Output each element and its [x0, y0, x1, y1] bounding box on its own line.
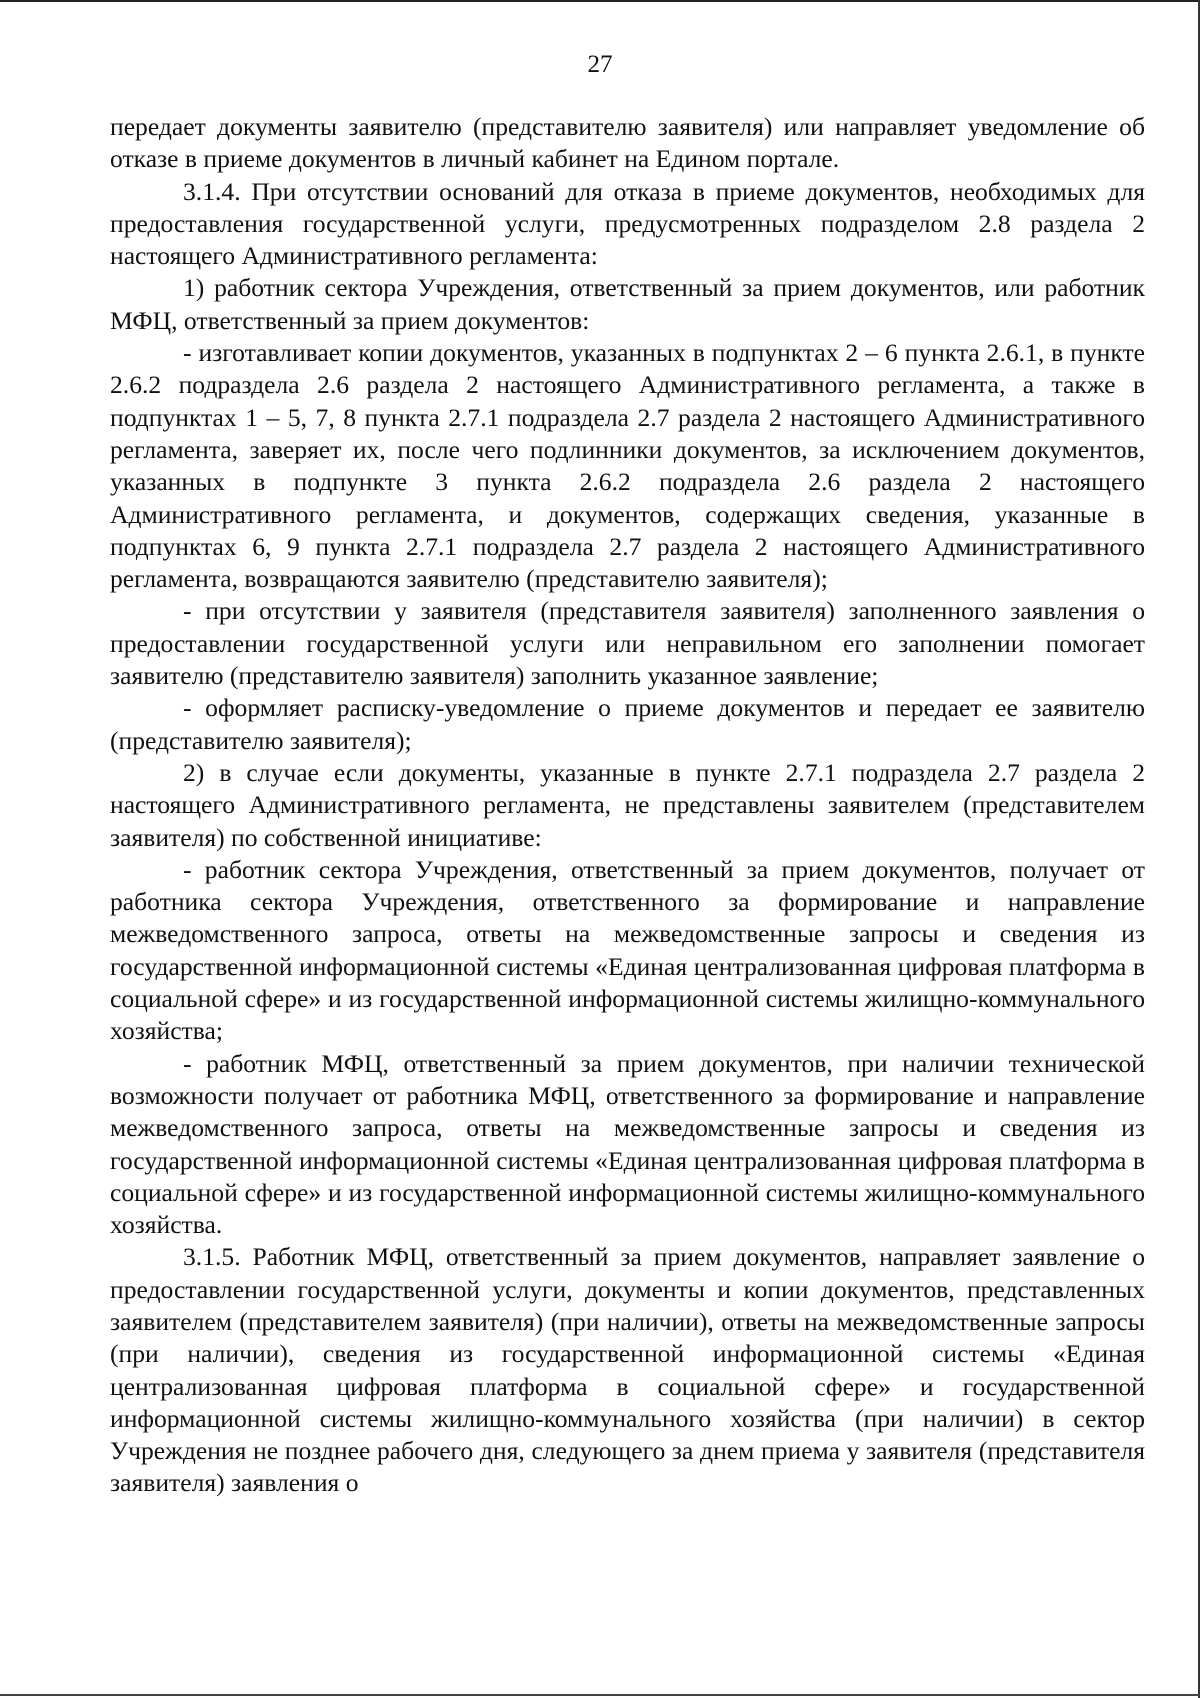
paragraph-receipt: - оформляет расписку-уведомление о приеме документов и передает ее заявителю (представителю заявителя);	[110, 693, 1145, 755]
paragraph-mfc-worker: - работник МФЦ, ответственный за прием документов, при наличии технической возможности получает от работника МФЦ, ответственного за формирование и направление межведомственного запроса, ответы на межведомственные запросы и сведения из государственной информационной системы «Единая централизованная цифровая платформа в социальной сфере» и из государственной информационной системы жилищно-коммунального хозяйства.	[110, 1048, 1145, 1240]
paragraph-fill-application: - при отсутствии у заявителя (представителя заявителя) заполненного заявления о предоставлении государственной услуги или неправильном его заполнении помогает заявителю (представителю заявителя) заполнить указанное заявление;	[110, 596, 1145, 691]
scan-edge-bottom	[0, 1694, 1200, 1696]
paragraph-item-1: 1) работник сектора Учреждения, ответственный за прием документов, или работник МФЦ, ответственный за прием документов:	[110, 273, 1145, 335]
paragraph-item-2: 2) в случае если документы, указанные в пункте 2.7.1 подраздела 2.7 раздела 2 настоящего Административного регламента, не представлены заявителем (представителем заявителя) по собственной инициативе:	[110, 757, 1145, 852]
paragraph-copies: - изготавливает копии документов, указанных в подпунктах 2 – 6 пункта 2.6.1, в пункте 2.6.2 подраздела 2.6 раздела 2 настоящего Административного регламента, а также в подпунктах 1 – 5, 7, 8 пункта 2.7.1 подраздела 2.7 раздела 2 настоящего Административного регламента, заверяет их, после чего подлинники документов, за исключением документов, указанных в подпункте 3 пункта 2.6.2 подраздела 2.6 раздела 2 настоящего Административного регламента, и документов, содержащих сведения, указанные в подпунктах 6, 9 пункта 2.7.1 подраздела 2.7 раздела 2 настоящего Административного регламента, возвращаются заявителю (представителю заявителя);	[110, 338, 1145, 594]
paragraph-continuation: передает документы заявителю (представителю заявителя) или направляет уведомление об отказе в приеме документов в личный кабинет на Едином портале.	[110, 112, 1145, 174]
paragraph-3-1-5: 3.1.5. Работник МФЦ, ответственный за прием документов, направляет заявление о предоставлении государственной услуги, документы и копии документов, представленных заявителем (представителем заявителя) (при наличии), ответы на межведомственные запросы (при наличии), сведения из государственной информационной системы «Единая централизованная цифровая платформа в социальной сфере» и государственной информационной системы жилищно-коммунального хозяйства (при наличии) в сектор Учреждения не позднее рабочего дня, следующего за днем приема у заявителя (представителя заявителя) заявления о	[110, 1242, 1145, 1498]
page-number: 27	[587, 51, 613, 78]
paragraph-3-1-4: 3.1.4. При отсутствии оснований для отказа в приеме документов, необходимых для предоставления государственной услуги, предусмотренных подразделом 2.8 раздела 2 настоящего Административного регламента:	[110, 176, 1145, 271]
scan-edge-top	[0, 0, 1200, 2]
paragraph-sector-worker: - работник сектора Учреждения, ответственный за прием документов, получает от работника сектора Учреждения, ответственного за формирование и направление межведомственного запроса, ответы на межведомственные запросы и сведения из государственной информационной системы «Единая централизованная цифровая платформа в социальной сфере» и из государственной информационной системы жилищно-коммунального хозяйства;	[110, 854, 1145, 1046]
document-body	[110, 111, 1145, 1500]
